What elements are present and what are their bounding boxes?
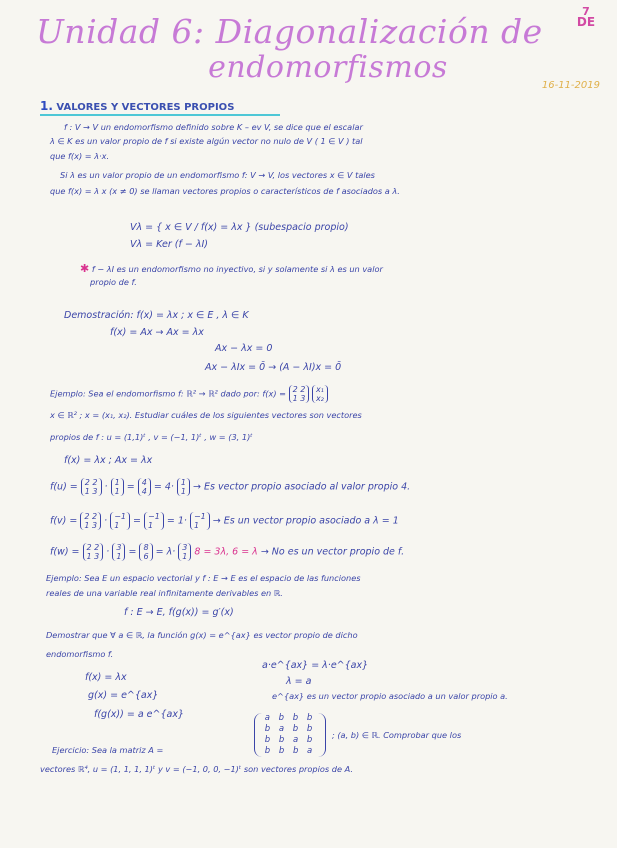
property-line	[80, 263, 383, 275]
section-heading	[40, 99, 280, 116]
formula-line: f(x) = λx	[85, 672, 127, 683]
text-line: Demostrar que ∀ a ∈ ℝ, la función g(x) = e^{ax} es vector propio de dicho	[46, 630, 358, 640]
matrix-row: b b a b	[264, 735, 316, 745]
vector-fv: −1 1	[144, 512, 164, 530]
text-line: que f(x) = λ·x.	[50, 151, 110, 161]
demo-line: Ax − λx = 0	[215, 343, 273, 354]
exercise-matrix	[254, 713, 326, 757]
page-date: 16-11-2019	[541, 80, 600, 91]
star-bullet-icon: ✱	[80, 262, 90, 275]
demo-line: Ax − λIx = 0̄ → (A − λI)x = 0̄	[205, 362, 342, 373]
matrix-A: 2 2 1 3	[83, 543, 104, 561]
text-line: vectores ℝ⁴, u = (1, 1, 1, 1)ᵗ y v = (−1, 0, 0, −1)ᵗ son vectores propios de A.	[40, 764, 353, 774]
title-line-1: Unidad 6: Diagonalización de	[36, 12, 543, 51]
vector-v: −1 1	[190, 512, 210, 530]
text-line: f : V → V un endomorfismo definido sobre K – ev V, se dice que el escalar	[64, 122, 363, 132]
text-line: λ ∈ K es un valor propio de f si existe algún vector no nulo de V ( 1 ∈ V ) tal	[50, 136, 363, 146]
formula-line: λ = a	[286, 676, 312, 687]
matrix-A: 2 2 1 3	[80, 512, 101, 530]
example-line	[50, 385, 328, 403]
vector-w: 3 1	[112, 543, 125, 561]
vector-w: 3 1	[178, 543, 191, 561]
computation-w: f(w) = 2 2 1 3 · 3 1 = 8 6 = λ· 3 1 8 = 3λ, 6 = λ → No es un vector propio de f.	[50, 543, 405, 561]
vector-u: 1 1	[177, 478, 190, 496]
matrix-row: b a b b	[264, 724, 316, 734]
text-line: endomorfismo f.	[46, 649, 114, 659]
section-number: 1.	[40, 99, 53, 113]
formula-line: f : E → E, f(g(x)) = g′(x)	[124, 607, 234, 618]
matrix-A: 2 2 1 3	[289, 385, 310, 403]
formula-line: a·e^{ax} = λ·e^{ax}	[262, 660, 369, 671]
text-line: Si λ es un valor propio de un endomorfismo f: V → V, los vectores x ∈ V tales	[60, 170, 375, 180]
text-line: ; (a, b) ∈ ℝ. Comprobar que los	[332, 730, 462, 740]
matrix-row: a b b b	[264, 713, 316, 723]
page-number-suffix: DE	[576, 15, 596, 29]
vector-fw: 8 6	[139, 543, 152, 561]
formula-line: f(x) = λx ; Ax = λx	[64, 455, 153, 466]
vector-v: −1 1	[110, 512, 130, 530]
exercise-label: Ejercicio: Sea la matriz A =	[52, 745, 164, 755]
conclusion-line: e^{ax} es un vector propio asociado a un valor propio a.	[272, 691, 508, 701]
text-line: reales de una variable real infinitamente derivables en ℝ.	[46, 588, 283, 598]
page-number	[572, 6, 600, 28]
text-line: x ∈ ℝ² ; x = (x₁, x₂). Estudiar cuáles de los siguientes vectores son vectores	[50, 410, 362, 420]
formula-line: f(g(x)) = a e^{ax}	[94, 709, 184, 720]
text-line: propio de f.	[90, 277, 137, 287]
formula-line: Vλ = Ker (f − λI)	[130, 239, 208, 250]
demo-line: Demostración: f(x) = λx ; x ∈ E , λ ∈ K	[64, 310, 249, 321]
vector-x: x₁ x₂	[312, 385, 328, 403]
property-text: f − λI es un endomorfismo no inyectivo, si y solamente si λ es un valor	[91, 264, 383, 274]
vector-u: 1 1	[111, 478, 124, 496]
example-text: Ejemplo: Sea el endomorfismo f: ℝ² → ℝ² dado por: f(x) =	[50, 388, 286, 399]
matrix-row: b b b a	[264, 746, 316, 756]
demo-line: f(x) = Ax → Ax = λx	[110, 327, 204, 338]
computation-u: f(u) = 2 2 1 3 · 1 1 = 4 4 = 4· 1 1 → Es vector propio asociado al valor propio 4.	[50, 478, 411, 496]
text-line: que f(x) = λ x (x ≠ 0) se llaman vectores propios o característicos de f asociados a λ.	[50, 186, 400, 196]
page-title	[28, 14, 588, 86]
note-w: 8 = 3λ, 6 = λ	[194, 546, 258, 558]
section-title: VALORES Y VECTORES PROPIOS	[56, 102, 235, 113]
page-number-value: 7	[582, 5, 590, 18]
text-line: Ejemplo: Sea E un espacio vectorial y f : E → E es el espacio de las funciones	[46, 573, 361, 583]
computation-v: f(v) = 2 2 1 3 · −1 1 = −1 1 = 1· −1 1 → Es un vector propio asociado a λ = 1	[50, 512, 399, 530]
matrix-A: 2 2 1 3	[81, 478, 102, 496]
text-line: propios de f : u = (1,1)ᵗ , v = (−1, 1)ᵗ , w = (3, 1)ᵗ	[50, 432, 253, 442]
formula-line: Vλ = { x ∈ V / f(x) = λx } (subespacio propio)	[130, 222, 349, 233]
formula-line: g(x) = e^{ax}	[88, 690, 159, 701]
title-line-2: endomorfismos	[208, 50, 448, 85]
vector-fu: 4 4	[138, 478, 151, 496]
